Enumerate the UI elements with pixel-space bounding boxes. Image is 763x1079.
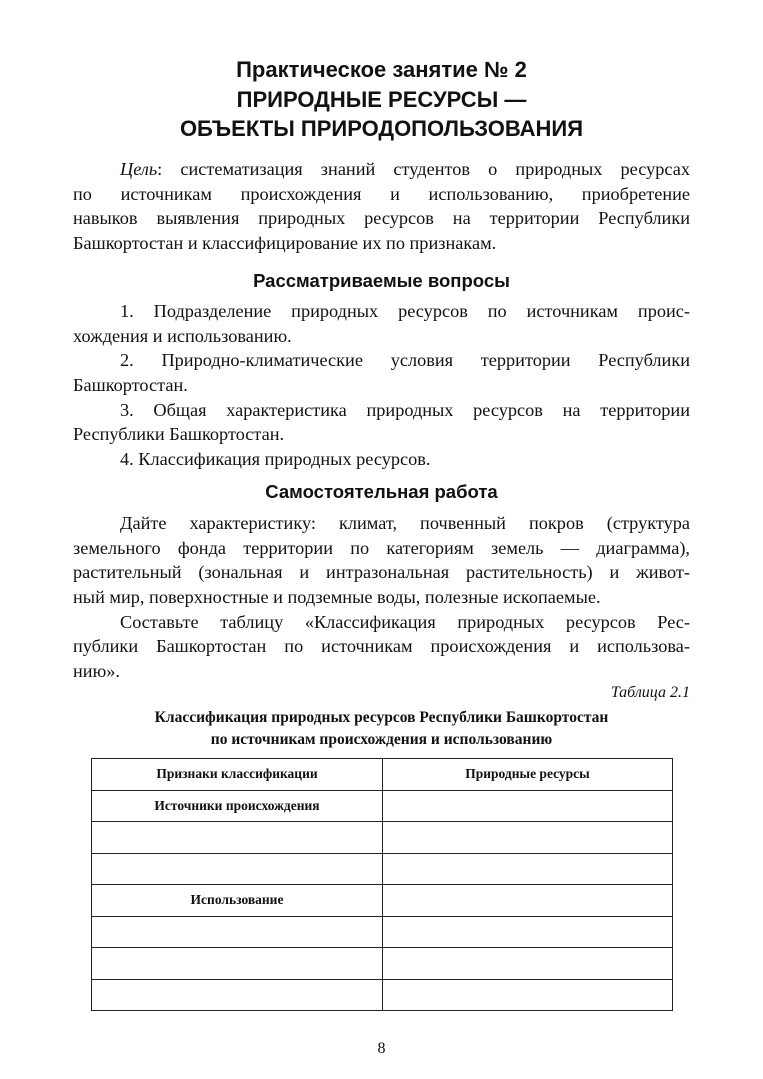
work-line: Дайте характеристику: климат, почвенный покров (структура bbox=[120, 513, 690, 533]
table-title-line-1: Классификация природных ресурсов Республики Башкортостан bbox=[154, 709, 609, 726]
question-line: Республики Башкортостан. bbox=[73, 424, 285, 445]
practical-lesson-title: Практическое занятие № 2 bbox=[236, 57, 527, 82]
table-title-line-2: по источникам происхождения и использованию bbox=[210, 731, 553, 748]
independent-work-heading: Самостоятельная работа bbox=[265, 481, 498, 502]
table-row bbox=[92, 790, 673, 822]
topic-title-line-2: ОБЪЕКТЫ ПРИРОДОПОЛЬЗОВАНИЯ bbox=[179, 116, 584, 141]
table-row bbox=[92, 822, 673, 854]
questions-list bbox=[73, 299, 690, 472]
table-row bbox=[92, 853, 673, 885]
work-line: земельного фонда территории по категориям земель — диаграмма), bbox=[73, 537, 690, 558]
table-cell bbox=[92, 822, 383, 854]
table-cell bbox=[383, 853, 673, 885]
independent-work-paragraph bbox=[73, 511, 690, 684]
topic-title-line-1: ПРИРОДНЫЕ РЕСУРСЫ — bbox=[236, 87, 527, 112]
goal-label: Цель bbox=[120, 159, 158, 179]
table-cell: Использование bbox=[92, 885, 383, 917]
work-line: ный мир, поверхностные и подземные воды, полезные ископаемые. bbox=[73, 587, 601, 608]
column-header-resources: Природные ресурсы bbox=[383, 759, 673, 791]
goal-line: Цель: систематизация знаний студентов о природных ресурсах bbox=[120, 159, 690, 179]
table-cell bbox=[92, 948, 383, 980]
table-cell bbox=[383, 822, 673, 854]
work-line: публики Башкортостан по источникам происхождения и использова- bbox=[73, 636, 690, 657]
table-cell bbox=[92, 979, 383, 1011]
table-row bbox=[92, 916, 673, 948]
table-row bbox=[92, 948, 673, 980]
question-line: 2. Природно-климатические условия территории Республики bbox=[120, 350, 690, 371]
table-cell bbox=[92, 853, 383, 885]
classification-table bbox=[91, 758, 673, 1011]
table-cell bbox=[92, 916, 383, 948]
table-header-row bbox=[92, 759, 673, 791]
table-row bbox=[92, 979, 673, 1011]
table-cell bbox=[383, 979, 673, 1011]
table-cell: Источники происхождения bbox=[92, 790, 383, 822]
page-number: 8 bbox=[377, 1040, 386, 1057]
question-line: Башкортостан. bbox=[73, 375, 188, 396]
work-line: растительный (зональная и интразональная растительность) и живот- bbox=[73, 562, 690, 583]
goal-line: Башкортостан и классифицирование их по признакам. bbox=[73, 233, 497, 254]
work-line: нию». bbox=[73, 661, 120, 682]
table-cell bbox=[383, 916, 673, 948]
goal-line: навыков выявления природных ресурсов на территории Республики bbox=[73, 208, 690, 229]
questions-heading: Рассматриваемые вопросы bbox=[253, 270, 510, 291]
table-caption: Таблица 2.1 bbox=[610, 684, 690, 701]
table-cell bbox=[383, 885, 673, 917]
question-line: 3. Общая характеристика природных ресурсов на территории bbox=[120, 399, 690, 420]
column-header-criteria: Признаки классификации bbox=[92, 759, 383, 791]
goal-paragraph bbox=[73, 157, 690, 256]
question-line: 1. Подразделение природных ресурсов по источникам проис- bbox=[120, 301, 690, 321]
question-line: хождения и использованию. bbox=[73, 325, 292, 346]
table-row bbox=[92, 885, 673, 917]
table-cell bbox=[383, 948, 673, 980]
goal-line: по источникам происхождения и использованию, приобретение bbox=[73, 183, 690, 204]
work-line: Составьте таблицу «Классификация природных ресурсов Рес- bbox=[120, 611, 690, 632]
table-cell bbox=[383, 790, 673, 822]
question-line: 4. Классификация природных ресурсов. bbox=[120, 449, 431, 470]
